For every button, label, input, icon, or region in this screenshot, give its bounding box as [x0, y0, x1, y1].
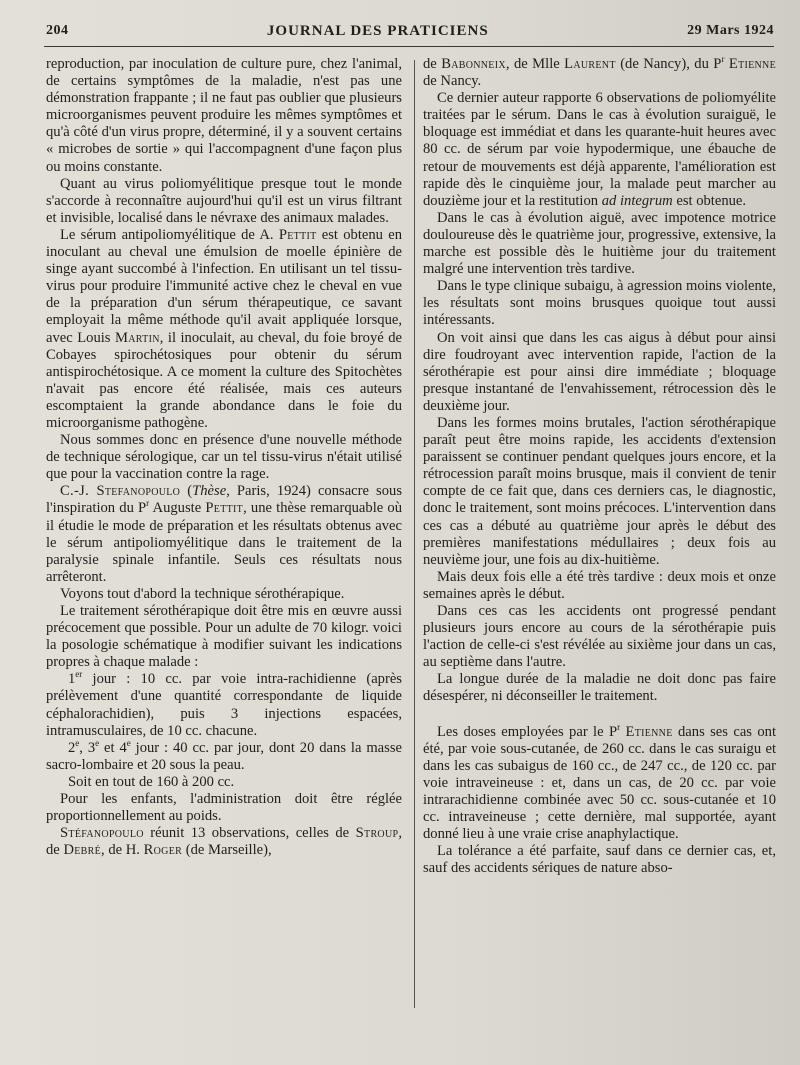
column-divider [414, 60, 415, 1008]
paragraph: La tolérance a été parfaite, sauf dans ce dernier cas, et, sauf des accidents sériques de nature abso- [423, 843, 776, 877]
author-name: Roger [143, 842, 183, 859]
page-header [46, 18, 774, 44]
author-name: Etienne [728, 56, 776, 72]
author-name: C.-J. Stefanopoulo [60, 483, 181, 500]
paragraph: Dans le type clinique subaigu, à agression moins violente, les résultats sont moins brusques quoique tout aussi intéressants. [423, 278, 776, 329]
author-name: Stroup [355, 825, 399, 842]
paragraph: On voit ainsi que dans les cas aigus à début pour ainsi dire foudroyant avec intervention rapide, l'action de la sérothérapie est pour ainsi dire immédiate ; bloquage presque instantané de l'envahissement, rétrocession dès le deuxième jour. [423, 329, 776, 414]
author-name: Pettit [205, 500, 244, 517]
paragraph: Dans ces cas les accidents ont progressé pendant plusieurs jours encore au cours de la sérothérapie puis l'action de celle-ci s'est révélée au sixième jour dans un cas, au septième dans l'autre. [423, 603, 776, 671]
paragraph: reproduction, par inoculation de culture pure, chez l'animal, de certains symptômes de la maladie, n'est pas une démonstration frappante ; il ne faut pas oublier que plusieurs microorganismes peuvent produire les mêmes symptômes et qu'à côté d'un virus propre, déterminé, il y a souvent certains « microbes de sortie » qui l'accompagnent d'une façon plus ou moins constante. [46, 56, 402, 175]
paragraph: Nous sommes donc en présence d'une nouvelle méthode de technique sérologique, car un tel tissu-virus n'était utilisé que pour la vaccination contre la rage. [46, 432, 402, 483]
author-name: Martin [115, 329, 160, 346]
paragraph: Pour les enfants, l'administration doit être réglée proportionnellement au poids. [46, 791, 402, 825]
paragraph: Les doses employées par le $P^r$ Etienne dans ses cas ont été, par voie sous-cutanée, de 260 cc. dans le cas suraigu et dans les cas subaigus de 160 cc., de 247 cc., de 120 cc. par voie intraveineuse : et, dans un cas, de 20 cc. par voie intrarachidienne combinée avec 50 cc. sous-cutanée et 10 cc. intraveineuse ; cette dernière, mal supportée, ayant donné lieu à une vraie crise anaphylactique. [423, 721, 777, 843]
issue-date: 29 Mars 1924 [687, 23, 774, 38]
paragraph: Mais deux fois elle a été très tardive : deux mois et onze semaines après le début. [423, 568, 776, 602]
paragraph: Le sérum antipoliomyélitique de A. Pettit est obtenu en inoculant au cheval une émulsion de moelle épinière de singe ayant succombé à l'infection. En utilisant un tel tissu-virus pour produire l'immunité active chez le cheval en vue de la préparation d'un sérum thérapeutique, ce savant employait la même méthode qu'il avait appliquée lorsque, avec Louis Martin, il inoculait, au cheval, du foie broyé de Cobayes spirochétosiques pour obtenir du sérum antispirochétosique. A ce moment la culture des Spitochètes n'avait pas encore été réalisée, mais ces auteurs escomptaient la grande abondance dans le foie du microorganisme pathogène. [46, 226, 403, 431]
left-column [46, 56, 402, 859]
paragraph: Dans les formes moins brutales, l'action sérothérapique paraît peut être moins rapide, les accidents d'extension paraissent se continuer pendant quelques jours encore, et la rétrocession paraît moins brusque, mais il convient de tenir compte de ce fait que, dans ces derniers cas, le diagnostic, donc le traitement, sont moins précoces. L'intervention dans ces cas a débuté au quatrième jour après le début des premières manifestations médullaires ; deux fois au neuvième jour, une fois au dix-huitième. [423, 414, 776, 568]
dosage-item: 1er jour : 10 cc. par voie intra-rachidienne (après prélèvement d'une quantité correspondante de liquide céphalorachidien), puis 3 injections espacées, intramusculaires, de 10 cc. chacune. [46, 669, 402, 739]
author-name: Pettit [278, 226, 317, 243]
paragraph: C.-J. Stefanopoulo (Thèse, Paris, 1924) consacre sous l'inspiration du $P^r$ Auguste Pettit, une thèse remarquable où il étudie le mode de préparation et les résultats obtenus avec le sérum antipoliomyélitique dans le traitement de la paralysie spinale infantile. Seuls ces résultats nous arrêteront. [46, 483, 403, 585]
header-rule [44, 46, 774, 47]
paragraph: Dans le cas à évolution aiguë, avec impotence motrice douloureuse dès le quatrième jour, progressive, extensive, la marche est possible dès le huitième jour du traitement malgré une intervention très tardive. [423, 209, 776, 278]
right-column [423, 56, 776, 877]
author-name: Stéfanopoulo [60, 825, 144, 842]
journal-title: JOURNAL DES PRATICIENS [266, 22, 489, 39]
paragraph: Ce dernier auteur rapporte 6 observations de poliomyélite traitées par le sérum. Dans le cas à évolution suraiguë, le bloquage est immédiat et dans les quarante-huit heures avec 80 cc. de sérum par voie hypodermique, une ébauche de retour de mouvements est déjà apparente, l'amélioration est rapide dès le cinquième jour, la malade peut marcher au douzième jour et la restitution ad integrum est obtenue. [423, 90, 776, 209]
author-name: Debré [63, 842, 102, 859]
paragraph: de Babonneix, de Mlle Laurent (de Nancy), du $P^r$ Etienne de Nancy. [423, 54, 776, 90]
paragraph: Quant au virus poliomyélitique presque tout le monde s'accorde à reconnaître aujourd'hui qu'il est un virus filtrant et invisible, localisé dans le névraxe des animaux malades. [46, 175, 402, 226]
dosage-item: 2e, 3e et 4e jour : 40 cc. par jour, dont 20 dans la masse sacro-lombaire et 20 sous la peau. [46, 737, 402, 773]
paragraph: Soit en tout de 160 à 200 cc. [68, 773, 235, 790]
page-number: 204 [46, 23, 69, 38]
author-name: Laurent [564, 56, 616, 72]
paragraph: La longue durée de la maladie ne doit donc pas faire désespérer, ni déconseiller le traitement. [423, 671, 776, 705]
author-name: Babonneix [441, 56, 506, 72]
paragraph: Le traitement sérothérapique doit être mis en œuvre aussi précocement que possible. Pour un adulte de 70 kilogr. voici la posologie schématique à modifier suivant les indications propres à chaque malade : [46, 603, 402, 671]
author-name: Etienne [625, 723, 673, 740]
paragraph: Voyons tout d'abord la technique sérothérapique. [60, 585, 345, 602]
paragraph: Stéfanopoulo réunit 13 observations, celles de Stroup, de Debré, de H. Roger (de Marseille), [46, 825, 402, 859]
